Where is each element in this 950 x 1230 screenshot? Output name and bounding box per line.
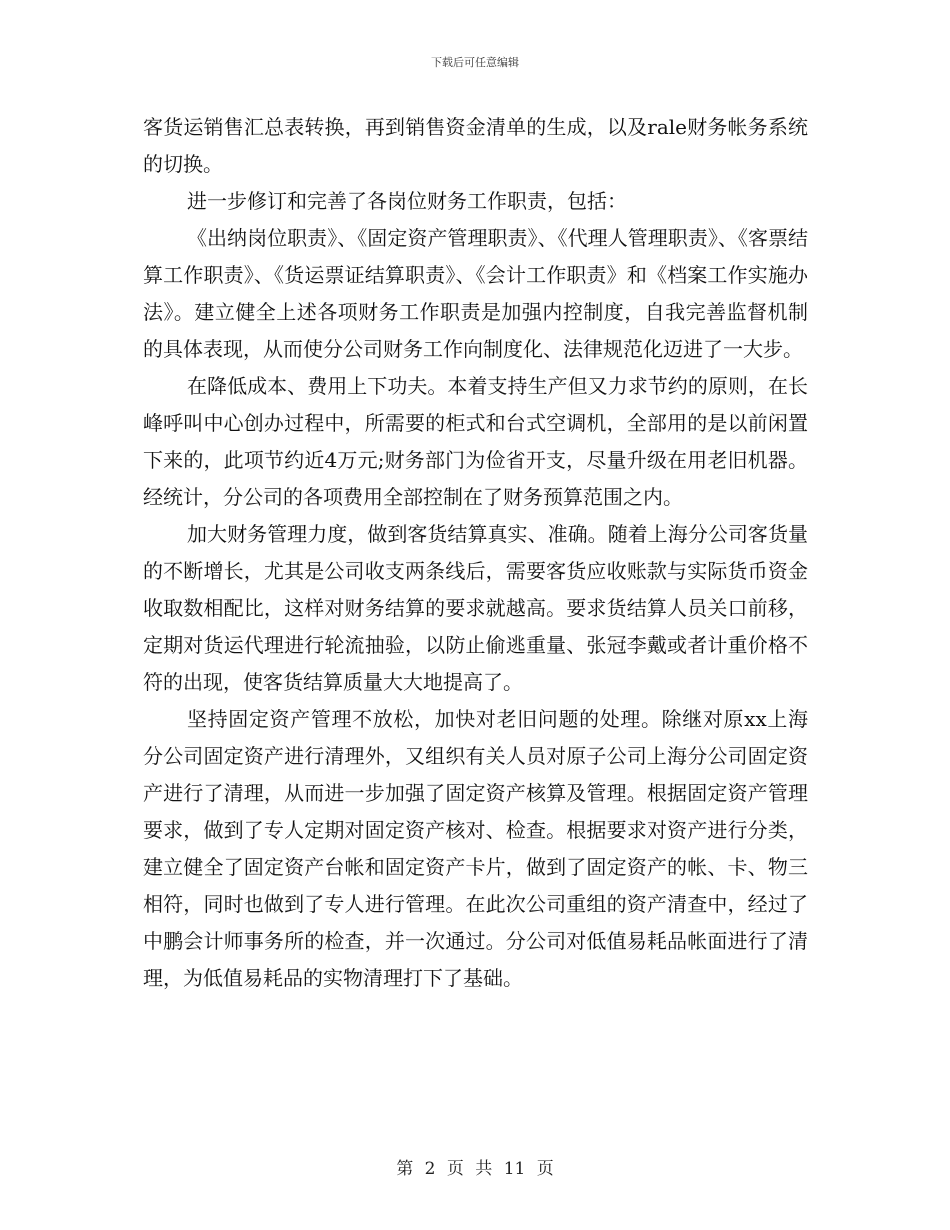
paragraph-duties-intro: 进一步修订和完善了各岗位财务工作职责，包括： — [187, 189, 627, 213]
paragraph-duties-list: 《出纳岗位职责》、《固定资产管理职责》、《代理人管理职责》、《客票结算工作职责》、《货运票证结算职责》、《会计工作职责》和《档案工作实施办法》。建立健全上述各项财务工作职责是加强内控制度，自我完善监督机制的具体表现，从而使分公司财务工作向制度化、法律规范化迈进了一大步。 — [143, 226, 808, 361]
paragraph-financial-management: 加大财务管理力度，做到客货结算真实、准确。随着上海分公司客货量的不断增长，尤其是公司收支两条线后，需要客货应收账款与实际货币资金收取数相配比，这样对财务结算的要求就越高。要求货结算人员关口前移，定期对货运代理进行轮流抽验，以防止偷逃重量、张冠李戴或者计重价格不符的出现，使客货结算质量大大地提高了。 — [143, 522, 808, 694]
paragraph-cost-reduction: 在降低成本、费用上下功夫。本着支持生产但又力求节约的原则，在长峰呼叫中心创办过程中，所需要的柜式和台式空调机，全部用的是以前闲置下来的，此项节约近4万元;财务部门为俭省开支，尽量升级在用老旧机器。经统计，分公司的各项费用全部控制在了财务预算范围之内。 — [143, 374, 808, 509]
page-number: 第 2 页 共 11 页 — [396, 1159, 554, 1179]
paragraph-continuation: 客货运销售汇总表转换，再到销售资金清单的生成，以及rale财务帐务系统的切换。 — [143, 115, 808, 176]
page-header: 下载后可任意编辑 — [431, 56, 519, 69]
document-body — [143, 109, 808, 997]
paragraph-fixed-assets: 坚持固定资产管理不放松，加快对老旧问题的处理。除继对原xx上海分公司固定资产进行清理外，又组织有关人员对原子公司上海分公司固定资产进行了清理，从而进一步加强了固定资产核算及管理。根据固定资产管理要求，做到了专人定期对固定资产核对、检查。根据要求对资产进行分类，建立健全了固定资产台帐和固定资产卡片，做到了固定资产的帐、卡、物三相符，同时也做到了专人进行管理。在此次公司重组的资产清查中，经过了中鹏会计师事务所的检查，并一次通过。分公司对低值易耗品帐面进行了清理，为低值易耗品的实物清理打下了基础。 — [143, 707, 808, 990]
